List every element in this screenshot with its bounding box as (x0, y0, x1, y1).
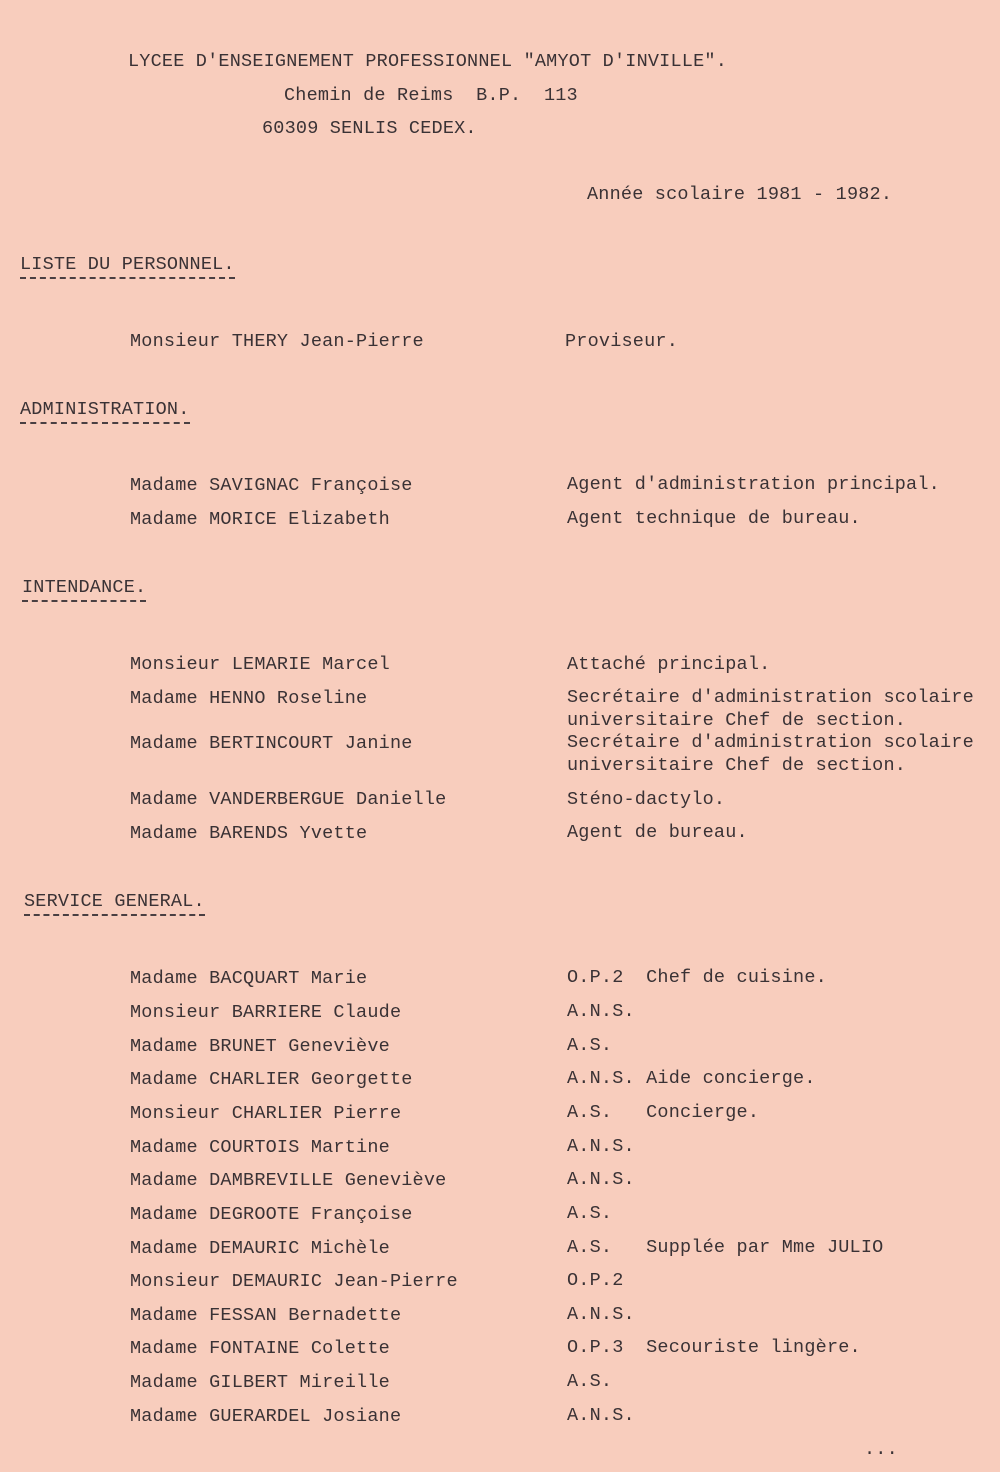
staff-role: A.N.S. (567, 1136, 635, 1157)
staff-role: Agent d'administration principal. (567, 474, 940, 495)
document-title: LISTE DU PERSONNEL. (20, 254, 235, 279)
staff-role: Agent technique de bureau. (567, 508, 861, 529)
staff-role-continued: universitaire Chef de section. (567, 710, 907, 731)
staff-name: Monsieur DEMAURIC Jean-Pierre (130, 1271, 458, 1292)
staff-name: Madame CHARLIER Georgette (130, 1069, 413, 1090)
staff-role: A.N.S. Aide concierge. (567, 1068, 816, 1089)
staff-role: A.S. Concierge. (567, 1102, 760, 1123)
staff-role: A.S. Supplée par Mme JULIO (567, 1237, 884, 1258)
staff-name: Madame BARENDS Yvette (130, 823, 368, 844)
staff-role-continued: universitaire Chef de section. (567, 755, 907, 776)
staff-role: Secrétaire d'administration scolaire (567, 732, 974, 753)
staff-role: O.P.2 (567, 1270, 624, 1291)
school-year: Année scolaire 1981 - 1982. (587, 184, 893, 205)
staff-name: Madame GUERARDEL Josiane (130, 1406, 402, 1427)
staff-name: Madame HENNO Roseline (130, 688, 368, 709)
staff-name: Madame VANDERBERGUE Danielle (130, 789, 447, 810)
staff-name: Monsieur CHARLIER Pierre (130, 1103, 402, 1124)
staff-name: Madame DEGROOTE Françoise (130, 1204, 413, 1225)
continuation-marker: ... (864, 1439, 898, 1460)
staff-role: Sténo-dactylo. (567, 789, 726, 810)
header-line-2: Chemin de Reims B.P. 113 (284, 85, 578, 106)
staff-role: Attaché principal. (567, 654, 771, 675)
staff-role: A.S. (567, 1203, 613, 1224)
staff-role: A.N.S. (567, 1169, 635, 1190)
staff-role: A.N.S. (567, 1001, 635, 1022)
section-title-administration: ADMINISTRATION. (20, 399, 190, 424)
staff-name: Madame SAVIGNAC Françoise (130, 475, 413, 496)
section-title-service-general: SERVICE GENERAL. (24, 891, 205, 916)
staff-role: A.N.S. (567, 1405, 635, 1426)
staff-name: Madame BRUNET Geneviève (130, 1036, 390, 1057)
staff-name: Monsieur BARRIERE Claude (130, 1002, 402, 1023)
staff-role: O.P.3 Secouriste lingère. (567, 1337, 861, 1358)
staff-role: A.S. (567, 1371, 613, 1392)
staff-name: Madame DEMAURIC Michèle (130, 1238, 390, 1259)
staff-name: Madame BERTINCOURT Janine (130, 733, 413, 754)
staff-name: Madame DAMBREVILLE Geneviève (130, 1170, 447, 1191)
staff-role: Agent de bureau. (567, 822, 748, 843)
head-name: Monsieur THERY Jean-Pierre (130, 331, 424, 352)
staff-name: Madame GILBERT Mireille (130, 1372, 390, 1393)
staff-role: Secrétaire d'administration scolaire (567, 687, 974, 708)
staff-name: Madame FESSAN Bernadette (130, 1305, 402, 1326)
staff-role: A.N.S. (567, 1304, 635, 1325)
staff-name: Madame BACQUART Marie (130, 968, 368, 989)
staff-name: Madame MORICE Elizabeth (130, 509, 390, 530)
header-line-1: LYCEE D'ENSEIGNEMENT PROFESSIONNEL "AMYOT D'INVILLE". (128, 51, 727, 72)
staff-role: O.P.2 Chef de cuisine. (567, 967, 827, 988)
head-role: Proviseur. (565, 331, 679, 352)
section-title-intendance: INTENDANCE. (22, 577, 146, 602)
header-line-3: 60309 SENLIS CEDEX. (262, 118, 477, 139)
staff-name: Monsieur LEMARIE Marcel (130, 654, 390, 675)
staff-name: Madame COURTOIS Martine (130, 1137, 390, 1158)
staff-name: Madame FONTAINE Colette (130, 1338, 390, 1359)
staff-role: A.S. (567, 1035, 613, 1056)
